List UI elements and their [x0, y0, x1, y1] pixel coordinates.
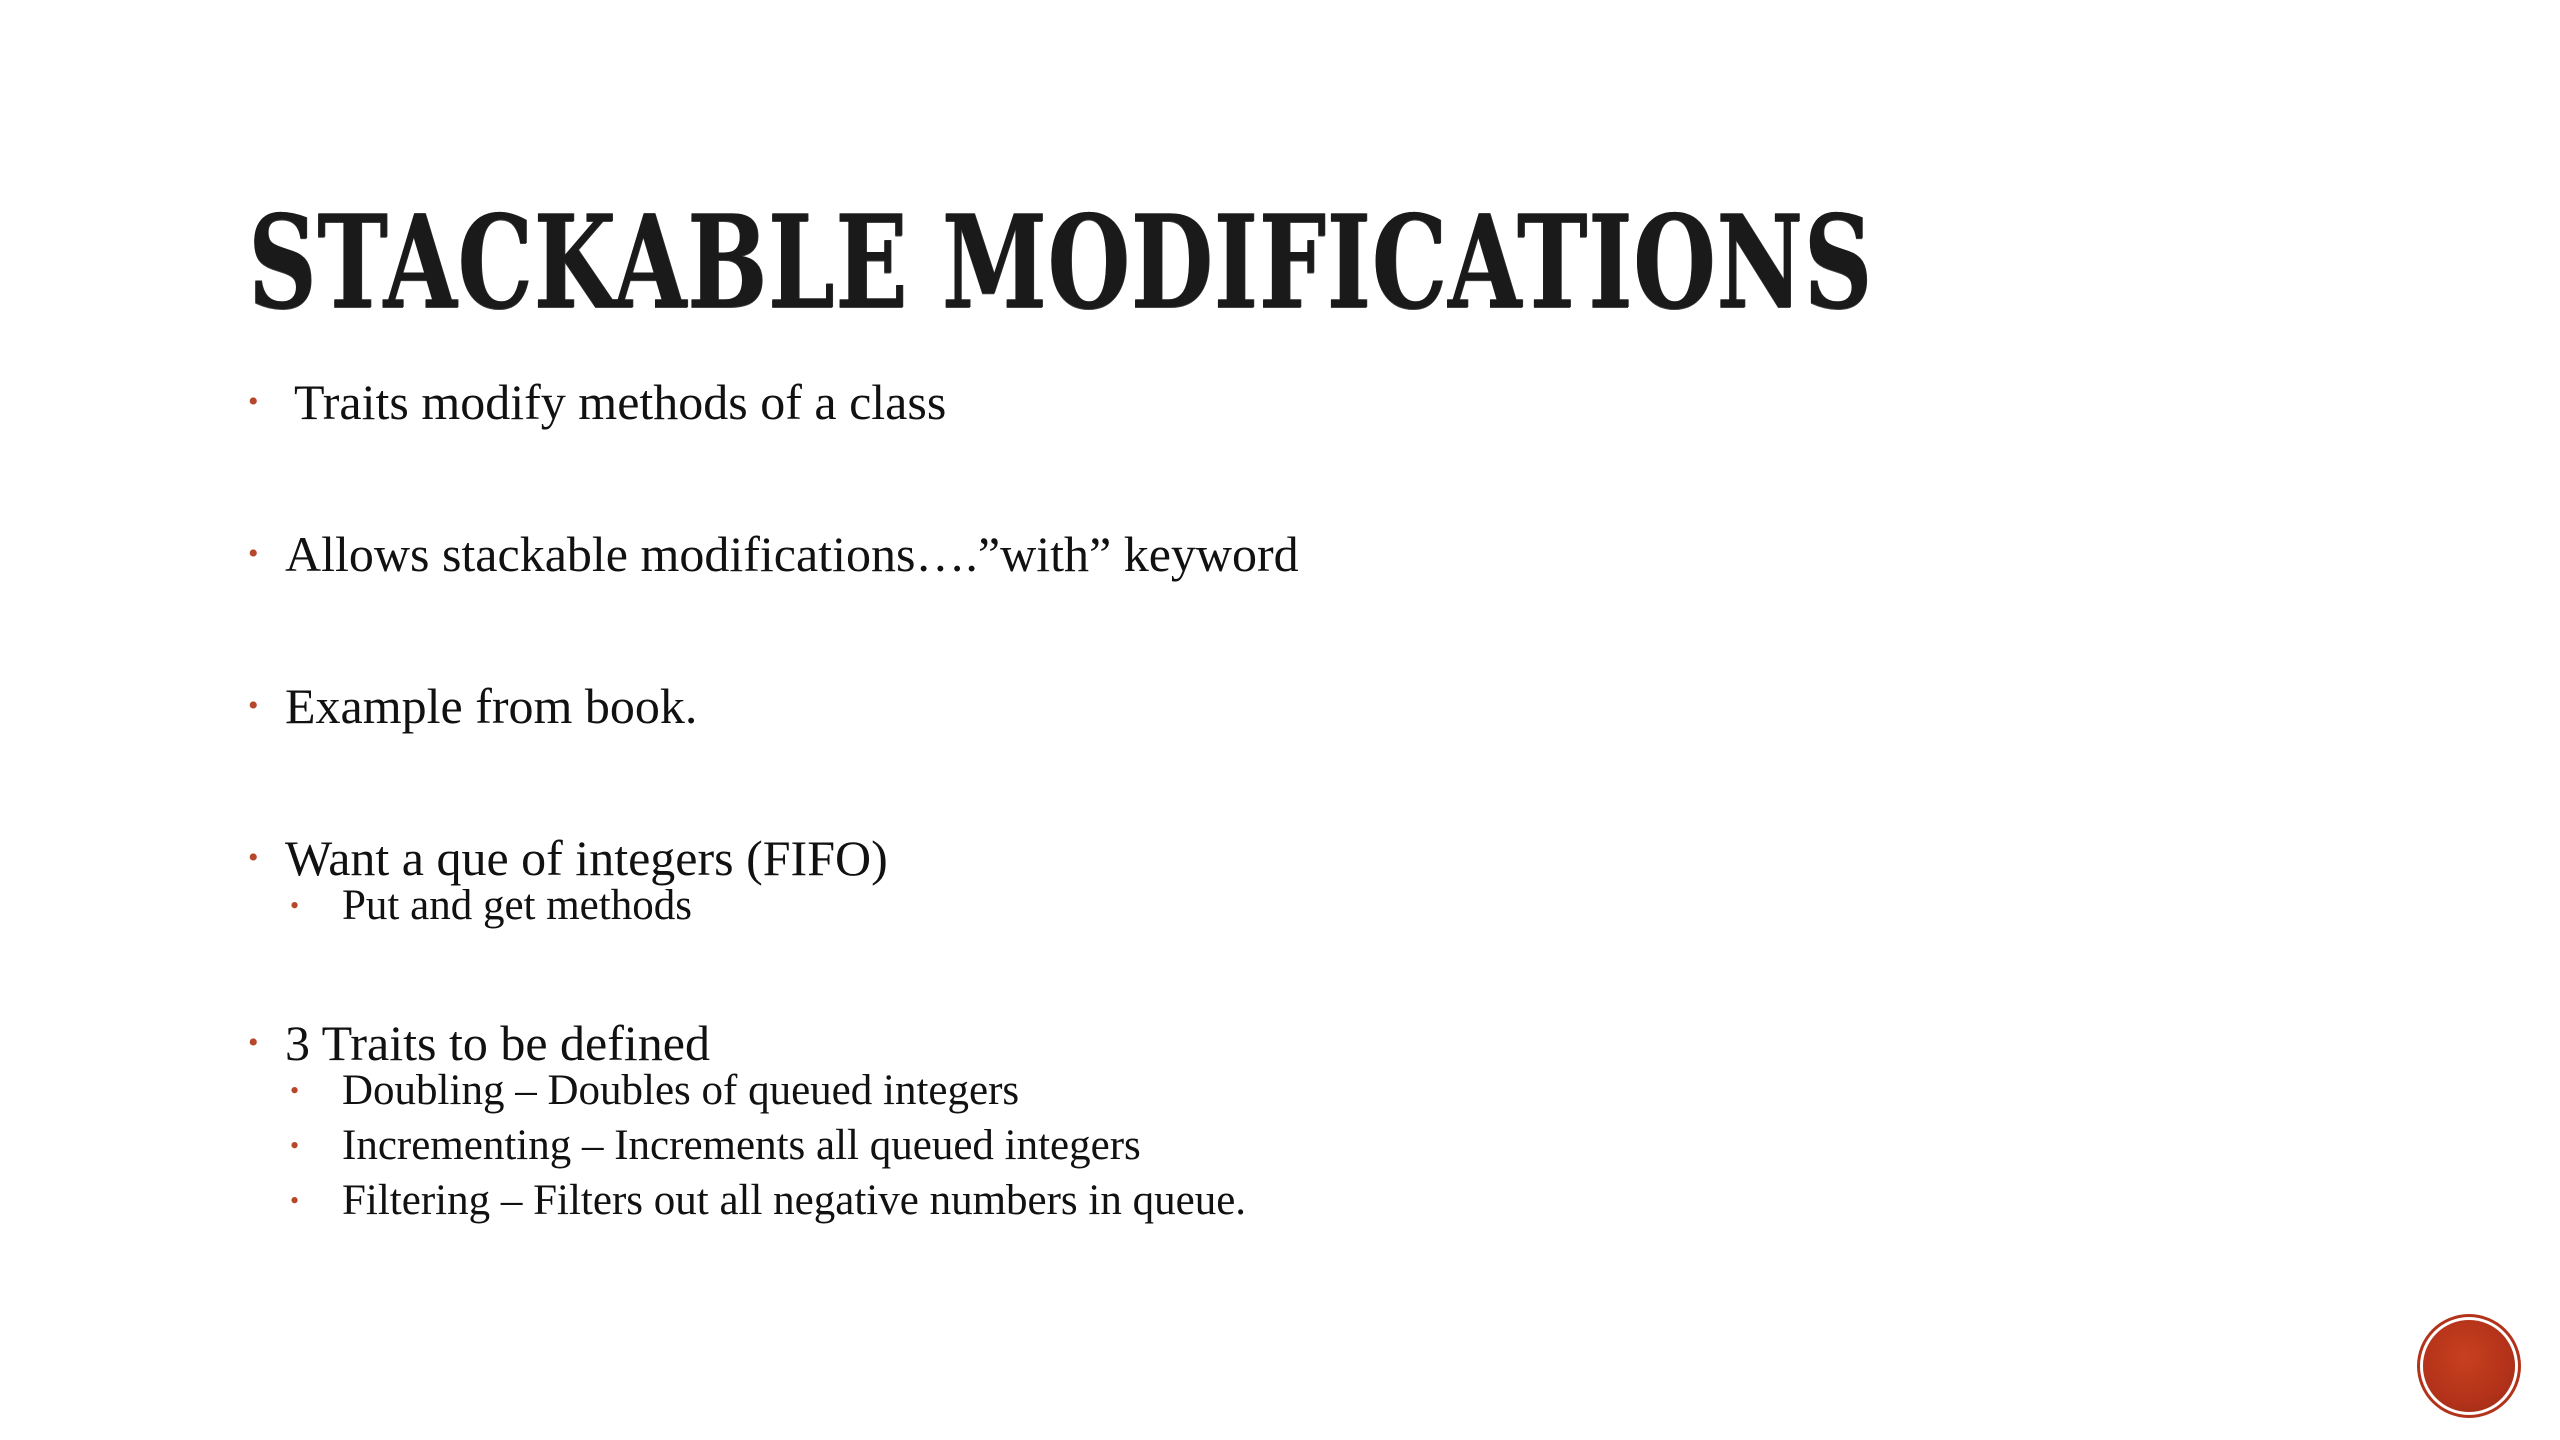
bullet-icon: • — [290, 1186, 300, 1215]
sub-bullet-list — [285, 878, 2145, 933]
bullet-text: Want a que of integers (FIFO) — [285, 830, 888, 886]
bullet-text: Example from book. — [285, 678, 698, 734]
sub-bullet-list — [285, 1063, 2145, 1228]
sub-bullet-text: Incrementing – Increments all queued integers — [342, 1122, 1141, 1169]
bullet-icon: • — [290, 1131, 300, 1160]
slide-title: STACKABLE MODIFICATIONS — [248, 188, 1873, 338]
bullet-item — [245, 824, 2145, 933]
bullet-icon: • — [248, 689, 259, 722]
bullet-item — [245, 672, 2145, 740]
sub-bullet-text: Filtering – Filters out all negative numbers in queue. — [342, 1177, 1247, 1224]
bullet-item — [245, 520, 2145, 588]
bullet-text: Traits modify methods of a class — [294, 374, 947, 430]
bullet-icon: • — [290, 1076, 300, 1105]
bullet-list — [245, 368, 2145, 1228]
slide-number-badge — [2423, 1320, 2515, 1412]
sub-bullet-item — [285, 1173, 2145, 1228]
bullet-icon: • — [248, 385, 259, 418]
bullet-icon: • — [290, 891, 300, 920]
sub-bullet-item — [285, 1063, 2145, 1118]
slide-body — [245, 368, 2145, 1228]
bullet-icon: • — [248, 1026, 259, 1059]
bullet-icon: • — [248, 841, 259, 874]
sub-bullet-text: Put and get methods — [342, 882, 692, 929]
bullet-text: 3 Traits to be defined — [285, 1015, 710, 1071]
sub-bullet-text: Doubling – Doubles of queued integers — [342, 1067, 1020, 1114]
bullet-text: Allows stackable modifications….”with” keyword — [285, 526, 1299, 582]
sub-bullet-item — [285, 878, 2145, 933]
sub-bullet-item — [285, 1118, 2145, 1173]
bullet-item — [245, 1009, 2145, 1228]
bullet-icon: • — [248, 537, 259, 570]
bullet-item — [245, 368, 2145, 436]
